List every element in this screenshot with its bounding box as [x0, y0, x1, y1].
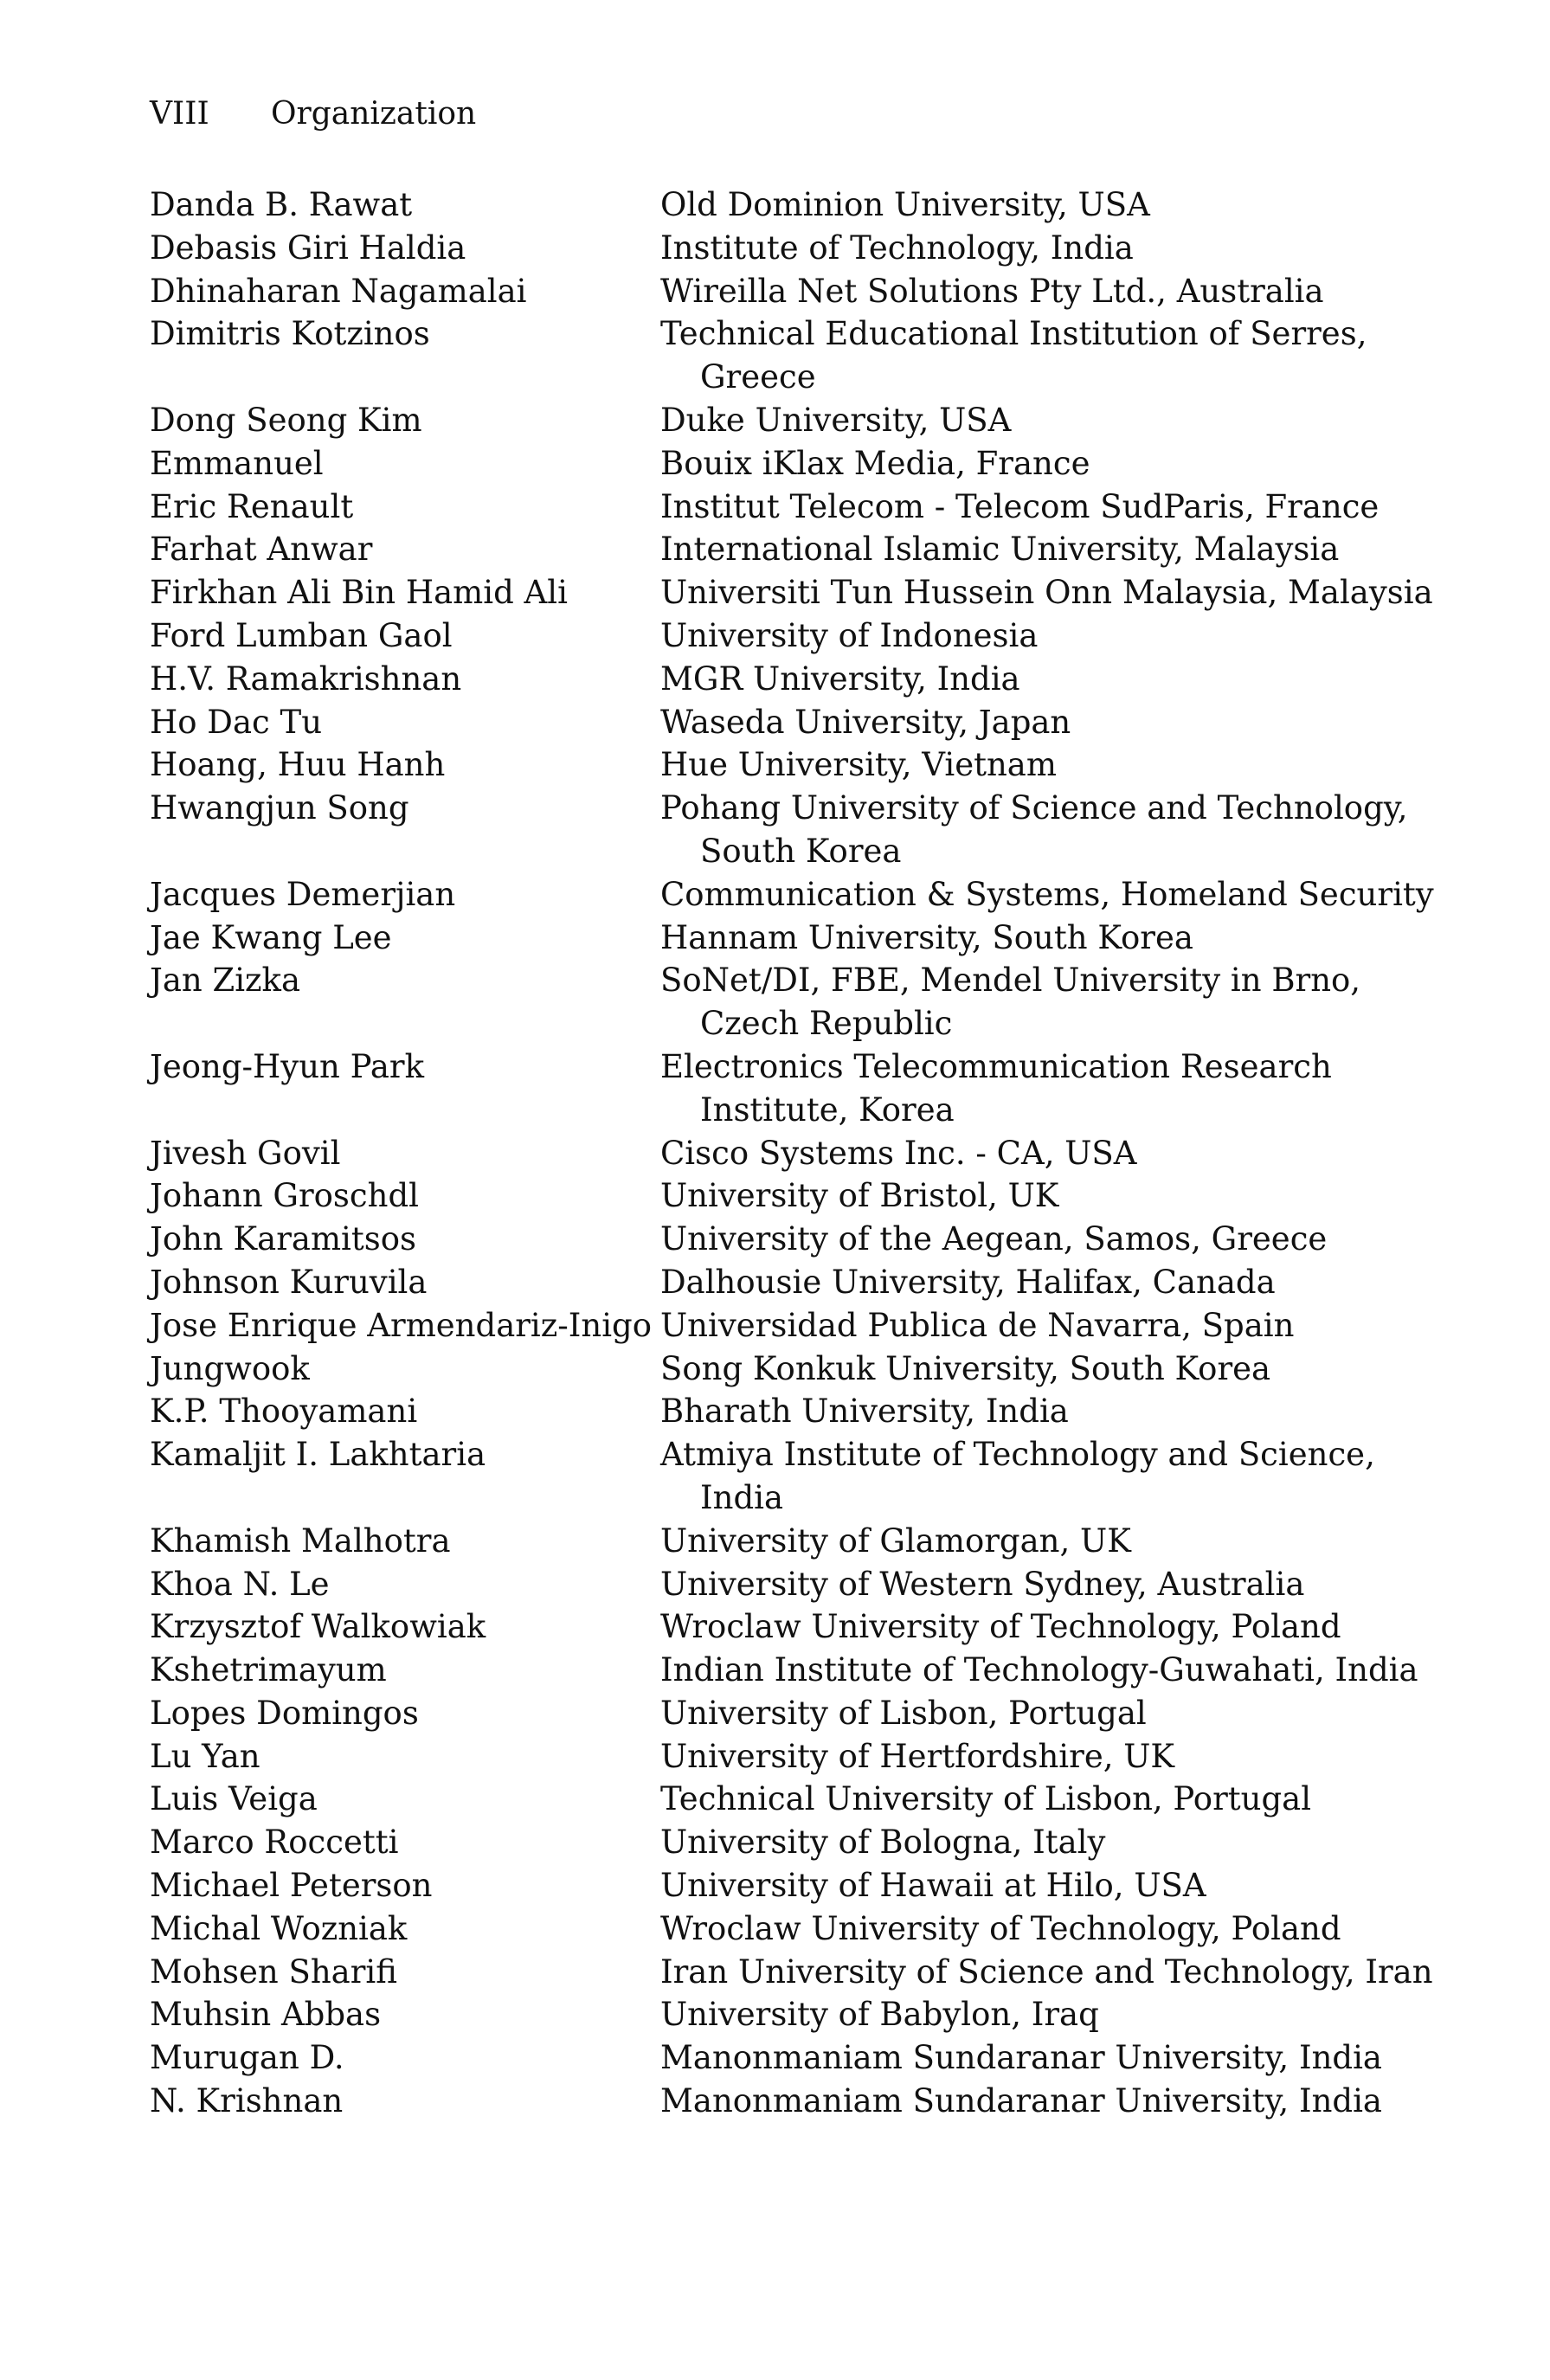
- affiliation-line: University of Bologna, Italy: [660, 1824, 1106, 1862]
- affiliation-line: Wireilla Net Solutions Pty Ltd., Australia: [660, 272, 1324, 310]
- section-title: Organization: [271, 96, 477, 132]
- member-affiliation: [660, 1174, 1431, 1218]
- member-name: Khoa N. Le: [150, 1565, 330, 1603]
- committee-entry: [150, 1864, 1431, 1907]
- affiliation-line: Hannam University, South Korea: [660, 918, 1193, 956]
- member-affiliation: [660, 614, 1431, 658]
- committee-entry: [150, 1605, 1431, 1649]
- affiliation-line: Song Konkuk University, South Korea: [660, 1349, 1271, 1387]
- committee-entry: [150, 658, 1431, 701]
- committee-entry: [150, 1951, 1431, 1994]
- member-name: Jeong-Hyun Park: [150, 1047, 425, 1085]
- member-affiliation: [660, 743, 1431, 787]
- member-name: Hoang, Huu Hanh: [150, 746, 446, 784]
- member-affiliation: [660, 1821, 1431, 1864]
- committee-entry: [150, 2080, 1431, 2123]
- committee-entry: [150, 1520, 1431, 1563]
- member-name: Ford Lumban Gaol: [150, 616, 453, 654]
- committee-entry: [150, 399, 1431, 442]
- affiliation-line: MGR University, India: [660, 659, 1020, 698]
- member-name: Michal Wozniak: [150, 1909, 408, 1947]
- member-affiliation: [660, 701, 1431, 744]
- committee-entry: [150, 571, 1431, 614]
- committee-entry: [150, 528, 1431, 571]
- member-name: Johnson Kuruvila: [150, 1263, 428, 1301]
- affiliation-line: Communication & Systems, Homeland Security: [660, 875, 1434, 913]
- committee-entry: [150, 1433, 1431, 1520]
- member-affiliation: [660, 486, 1431, 529]
- committee-entry: [150, 1390, 1431, 1433]
- member-affiliation: [660, 1907, 1431, 1951]
- affiliation-line: University of the Aegean, Samos, Greece: [660, 1220, 1328, 1258]
- affiliation-line: Waseda University, Japan: [660, 703, 1071, 741]
- committee-entry: [150, 1304, 1431, 1348]
- member-name: Dimitris Kotzinos: [150, 315, 430, 353]
- member-name: Mohsen Sharifi: [150, 1952, 397, 1991]
- member-affiliation: [660, 1218, 1431, 1261]
- member-name: John Karamitsos: [150, 1220, 417, 1258]
- committee-entry: [150, 1735, 1431, 1779]
- member-affiliation: [660, 1993, 1431, 2036]
- affiliation-line: Dalhousie University, Halifax, Canada: [660, 1263, 1276, 1301]
- committee-entry: [150, 1649, 1431, 1692]
- committee-entry: [150, 2036, 1431, 2080]
- affiliation-line: Wroclaw University of Technology, Poland: [660, 1909, 1341, 1947]
- affiliation-line: Duke University, USA: [660, 401, 1012, 439]
- affiliation-line: University of Indonesia: [660, 616, 1039, 654]
- member-name: Eric Renault: [150, 487, 354, 525]
- affiliation-line: Bharath University, India: [660, 1393, 1069, 1431]
- member-name: K.P. Thooyamani: [150, 1393, 418, 1431]
- affiliation-line: Czech Republic: [700, 1005, 953, 1043]
- member-affiliation: [660, 873, 1434, 917]
- committee-list: [150, 183, 1434, 2123]
- member-affiliation: [660, 787, 1431, 873]
- committee-entry: [150, 1261, 1431, 1304]
- affiliation-line: University of Glamorgan, UK: [660, 1521, 1131, 1560]
- member-affiliation: [660, 442, 1431, 486]
- member-name: Danda B. Rawat: [150, 186, 413, 223]
- committee-entry: [150, 486, 1431, 529]
- affiliation-line: University of Bristol, UK: [660, 1177, 1059, 1215]
- committee-entry: [150, 1821, 1431, 1864]
- member-name: Khamish Malhotra: [150, 1521, 451, 1560]
- affiliation-line: University of Hertfordshire, UK: [660, 1737, 1175, 1775]
- member-name: Lu Yan: [150, 1737, 260, 1775]
- committee-entry: [150, 270, 1431, 313]
- committee-entry: [150, 1174, 1431, 1218]
- member-affiliation: [660, 1563, 1431, 1606]
- member-name: Muhsin Abbas: [150, 1996, 382, 2034]
- member-name: N. Krishnan: [150, 2082, 344, 2120]
- member-affiliation: [660, 1520, 1431, 1563]
- committee-entry: [150, 959, 1431, 1045]
- committee-entry: [150, 1132, 1431, 1175]
- affiliation-line: Institute, Korea: [700, 1090, 955, 1129]
- member-affiliation: [660, 959, 1431, 1045]
- affiliation-line: Manonmaniam Sundaranar University, India: [660, 2082, 1382, 2120]
- affiliation-line: Electronics Telecommunication Research: [660, 1047, 1332, 1085]
- affiliation-line: Bouix iKlax Media, France: [660, 444, 1090, 482]
- page-number: VIII: [150, 96, 209, 132]
- committee-entry: [150, 1348, 1431, 1391]
- member-name: Jae Kwang Lee: [150, 918, 392, 956]
- member-name: Firkhan Ali Bin Hamid Ali: [150, 574, 568, 612]
- member-affiliation: [660, 2080, 1431, 2123]
- member-name: H.V. Ramakrishnan: [150, 659, 462, 698]
- committee-entry: [150, 787, 1431, 873]
- committee-entry: [150, 1907, 1431, 1951]
- member-affiliation: [660, 2036, 1431, 2080]
- member-affiliation: [660, 1261, 1431, 1304]
- member-affiliation: [660, 1390, 1431, 1433]
- member-affiliation: [660, 399, 1431, 442]
- member-name: Jose Enrique Armendariz-Inigo: [150, 1306, 653, 1344]
- affiliation-line: Institut Telecom - Telecom SudParis, France: [660, 487, 1380, 525]
- member-affiliation: [660, 1045, 1431, 1132]
- committee-entry: [150, 1993, 1431, 2036]
- affiliation-line: Greece: [700, 358, 816, 396]
- committee-entry: [150, 1045, 1431, 1132]
- member-affiliation: [660, 571, 1433, 614]
- member-affiliation: [660, 1132, 1431, 1175]
- affiliation-line: Cisco Systems Inc. - CA, USA: [660, 1134, 1137, 1172]
- affiliation-line: University of Western Sydney, Australia: [660, 1565, 1305, 1603]
- member-affiliation: [660, 1348, 1431, 1391]
- affiliation-line: University of Hawaii at Hilo, USA: [660, 1867, 1206, 1905]
- affiliation-line: India: [700, 1478, 784, 1516]
- committee-entry: [150, 1218, 1431, 1261]
- member-name: Ho Dac Tu: [150, 703, 323, 741]
- member-affiliation: [660, 270, 1431, 313]
- member-name: Dong Seong Kim: [150, 401, 422, 439]
- affiliation-line: Wroclaw University of Technology, Poland: [660, 1608, 1341, 1646]
- member-affiliation: [660, 917, 1431, 960]
- affiliation-line: Indian Institute of Technology-Guwahati, India: [660, 1651, 1418, 1689]
- affiliation-line: Manonmaniam Sundaranar University, India: [660, 2039, 1382, 2077]
- member-name: Kshetrimayum: [150, 1651, 387, 1689]
- committee-entry: [150, 701, 1431, 744]
- affiliation-line: International Islamic University, Malaysia: [660, 531, 1340, 569]
- member-name: Hwangjun Song: [150, 789, 409, 827]
- affiliation-line: Universidad Publica de Navarra, Spain: [660, 1306, 1295, 1344]
- affiliation-line: Pohang University of Science and Technology,: [660, 789, 1408, 827]
- member-affiliation: [660, 227, 1431, 270]
- affiliation-line: University of Lisbon, Portugal: [660, 1694, 1147, 1732]
- affiliation-line: South Korea: [700, 832, 902, 870]
- member-name: Marco Roccetti: [150, 1824, 399, 1862]
- member-affiliation: [660, 1951, 1433, 1994]
- member-name: Jungwook: [150, 1349, 310, 1387]
- committee-entry: [150, 183, 1431, 227]
- affiliation-line: Institute of Technology, India: [660, 228, 1134, 267]
- committee-entry: [150, 917, 1431, 960]
- committee-entry: [150, 312, 1431, 399]
- affiliation-line: Hue University, Vietnam: [660, 746, 1057, 784]
- member-name: Kamaljit I. Lakhtaria: [150, 1436, 486, 1474]
- affiliation-line: Iran University of Science and Technology, Iran: [660, 1952, 1433, 1991]
- committee-entry: [150, 743, 1431, 787]
- member-affiliation: [660, 1433, 1431, 1520]
- committee-entry: [150, 873, 1434, 917]
- member-name: Jacques Demerjian: [150, 875, 456, 913]
- member-name: Debasis Giri Haldia: [150, 228, 466, 267]
- member-name: Murugan D.: [150, 2039, 344, 2077]
- member-name: Jan Zizka: [150, 962, 300, 1000]
- affiliation-line: Technical University of Lisbon, Portugal: [660, 1780, 1312, 1818]
- committee-entry: [150, 1778, 1431, 1821]
- member-affiliation: [660, 1649, 1431, 1692]
- committee-entry: [150, 614, 1431, 658]
- member-affiliation: [660, 658, 1431, 701]
- member-name: Luis Veiga: [150, 1780, 318, 1818]
- member-affiliation: [660, 183, 1431, 227]
- member-name: Dhinaharan Nagamalai: [150, 272, 527, 310]
- affiliation-line: Atmiya Institute of Technology and Science,: [660, 1436, 1375, 1474]
- member-affiliation: [660, 1778, 1431, 1821]
- affiliation-line: Technical Educational Institution of Serres,: [660, 315, 1367, 353]
- member-name: Lopes Domingos: [150, 1694, 419, 1732]
- member-affiliation: [660, 528, 1431, 571]
- member-affiliation: [660, 1304, 1431, 1348]
- running-header: [150, 92, 476, 137]
- member-name: Michael Peterson: [150, 1867, 433, 1905]
- committee-entry: [150, 1563, 1431, 1606]
- member-affiliation: [660, 1864, 1431, 1907]
- member-name: Johann Groschdl: [150, 1177, 419, 1215]
- affiliation-line: Universiti Tun Hussein Onn Malaysia, Malaysia: [660, 574, 1433, 612]
- affiliation-line: University of Babylon, Iraq: [660, 1996, 1099, 2034]
- member-affiliation: [660, 1735, 1431, 1779]
- member-affiliation: [660, 1605, 1431, 1649]
- committee-entry: [150, 1692, 1431, 1735]
- member-name: Emmanuel: [150, 444, 324, 482]
- affiliation-line: Old Dominion University, USA: [660, 186, 1150, 223]
- member-affiliation: [660, 1692, 1431, 1735]
- member-affiliation: [660, 312, 1431, 399]
- member-name: Krzysztof Walkowiak: [150, 1608, 486, 1646]
- member-name: Jivesh Govil: [150, 1134, 341, 1172]
- member-name: Farhat Anwar: [150, 531, 373, 569]
- affiliation-line: SoNet/DI, FBE, Mendel University in Brno,: [660, 962, 1361, 1000]
- committee-entry: [150, 227, 1431, 270]
- committee-entry: [150, 442, 1431, 486]
